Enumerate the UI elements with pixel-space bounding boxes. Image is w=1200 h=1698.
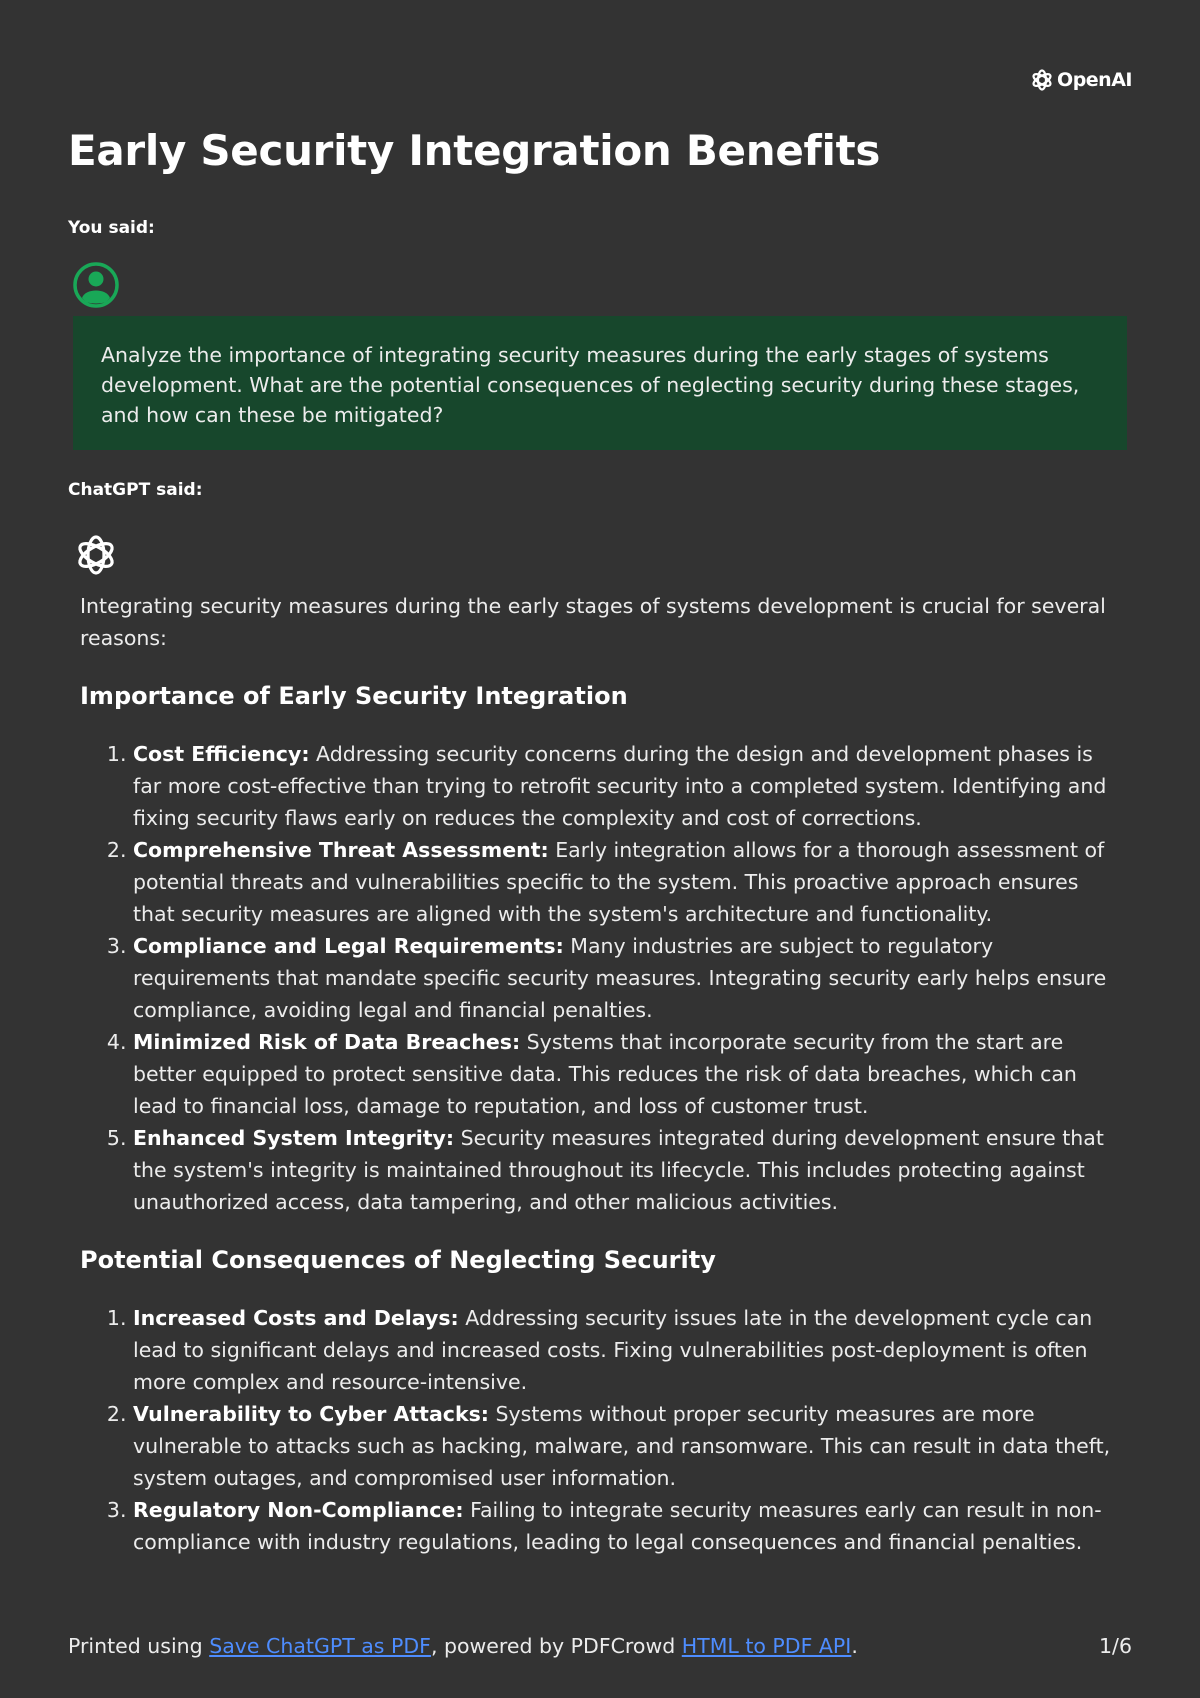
response-intro: Integrating security measures during the early stages of systems development is crucial for several reasons: <box>80 594 1106 650</box>
user-message <box>73 316 1127 450</box>
importance-list <box>80 738 1125 1218</box>
user-avatar-icon <box>73 262 119 308</box>
openai-logo <box>1030 68 1132 92</box>
openai-knot-icon <box>1030 68 1054 92</box>
list-item: 3. Compliance and Legal Requirements: Many industries are subject to regulatory requirements that mandate specific security measures. Integrating security early helps ensure compliance, avoiding legal and financial penalties. <box>133 930 1125 1026</box>
list-item: 5. Enhanced System Integrity: Security measures integrated during development ensure that the system's integrity is maintained throughout its lifecycle. This includes protecting against unauthorized access, data tampering, and other malicious activities. <box>133 1122 1125 1218</box>
list-item: 3. Regulatory Non-Compliance: Failing to integrate security measures early can result in non-compliance with industry regulations, leading to legal consequences and financial penalties. <box>133 1494 1125 1558</box>
list-item: 2. Comprehensive Threat Assessment: Early integration allows for a thorough assessment of potential threats and vulnerabilities specific to the system. This proactive approach ensures that security measures are aligned with the system's architecture and functionality. <box>133 834 1125 930</box>
html-to-pdf-api-link[interactable]: HTML to PDF API <box>681 1634 852 1658</box>
user-message-text: Analyze the importance of integrating security measures during the early stages of systems development. What are the potential consequences of neglecting security during these stages, and how can these be mitigated? <box>101 343 1080 427</box>
list-item: 4. Minimized Risk of Data Breaches: Systems that incorporate security from the start are better equipped to protect sensitive data. This reduces the risk of data breaches, which can lead to financial loss, damage to reputation, and loss of customer trust. <box>133 1026 1125 1122</box>
page-number: 1/6 <box>1099 1634 1132 1658</box>
user-label: You said: <box>68 218 155 238</box>
footer <box>68 1634 1132 1658</box>
assistant-response <box>80 590 1125 1558</box>
section-heading-importance: Importance of Early Security Integration <box>80 682 628 710</box>
footer-suffix: . <box>851 1634 858 1658</box>
list-item: 1. Cost Efficiency: Addressing security concerns during the design and development phases is far more cost-effective than trying to retrofit security into a completed system. Identifying and fixing security flaws early on reduces the complexity and cost of corrections. <box>133 738 1125 834</box>
list-item: 2. Vulnerability to Cyber Attacks: Systems without proper security measures are more vulnerable to attacks such as hacking, malware, and ransomware. This can result in data theft, system outages, and compromised user information. <box>133 1398 1125 1494</box>
chatgpt-icon <box>73 532 119 578</box>
consequences-list <box>80 1302 1125 1558</box>
footer-middle: , powered by PDFCrowd <box>430 1634 682 1658</box>
footer-prefix: Printed using <box>68 1634 210 1658</box>
page-title: Early Security Integration Benefits <box>68 126 881 175</box>
assistant-label: ChatGPT said: <box>68 480 203 500</box>
save-chatgpt-pdf-link[interactable]: Save ChatGPT as PDF <box>209 1634 431 1658</box>
list-item: 1. Increased Costs and Delays: Addressing security issues late in the development cycle can lead to significant delays and increased costs. Fixing vulnerabilities post-deployment is often more complex and resource-intensive. <box>133 1302 1125 1398</box>
section-heading-consequences: Potential Consequences of Neglecting Security <box>80 1246 716 1274</box>
logo-text: OpenAI <box>1057 69 1132 91</box>
